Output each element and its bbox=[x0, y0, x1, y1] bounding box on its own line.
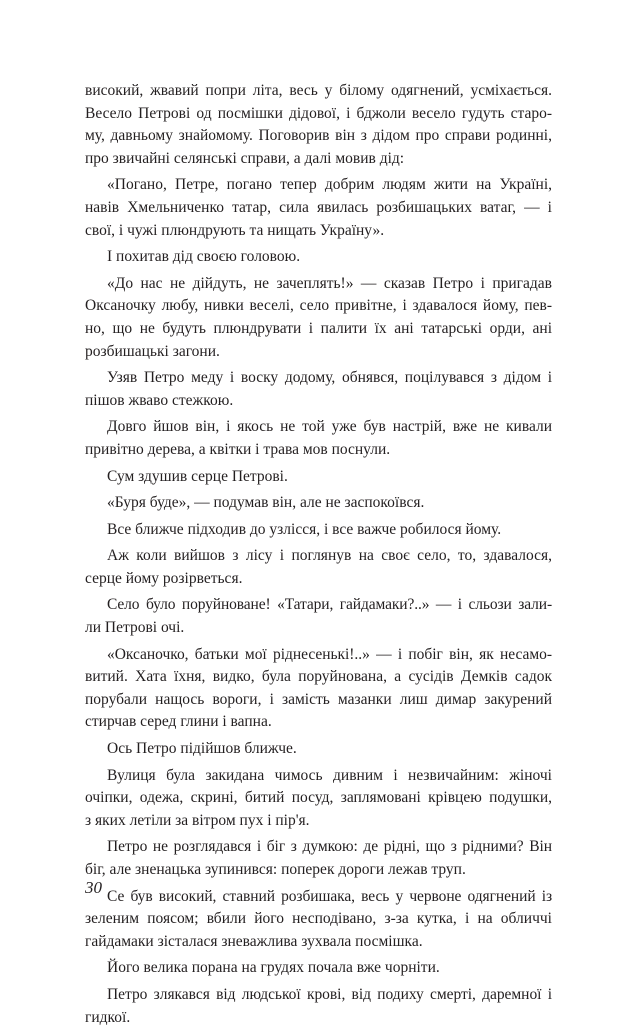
text-line: Аж коли вийшов з лісу і поглянув на своє село, то, здавалося, bbox=[107, 547, 552, 565]
text-line: но, що не будуть плюндрувати і палити їх ані татарські орди, ані bbox=[85, 319, 552, 337]
paragraph bbox=[85, 957, 552, 980]
paragraph bbox=[85, 765, 552, 833]
text-line: про звичайні селянські справи, а далі мовив дід: bbox=[85, 149, 405, 167]
text-line: «Погано, Петре, погано тепер добрим людям жити на Україні, bbox=[107, 176, 552, 194]
paragraph bbox=[85, 594, 552, 639]
text-line: навів Хмельниченко татар, сила явилась розбишацьких ватаг, — і bbox=[85, 198, 552, 216]
paragraph bbox=[85, 545, 552, 590]
text-line: свої, і чужі плюндрують та нищать Україну». bbox=[85, 221, 385, 239]
page-number: 30 bbox=[85, 878, 102, 897]
paragraph bbox=[85, 836, 552, 881]
text-line: Весело Петрові од посмішки дідової, і бджоли весело гудуть старо- bbox=[85, 104, 552, 122]
paragraph bbox=[85, 466, 552, 489]
text-line: Сум здушив серце Петрові. bbox=[107, 467, 288, 485]
text-line: Вулиця була закидана чимось дивним і незвичайним: жіночі bbox=[107, 766, 552, 784]
text-line: розбишацькі загони. bbox=[85, 342, 220, 360]
text-line: ли Петрові очі. bbox=[85, 619, 185, 637]
paragraph bbox=[85, 416, 552, 461]
paragraph bbox=[85, 984, 552, 1029]
text-line: Все ближче підходив до узлісся, і все важче робилося йому. bbox=[107, 520, 502, 538]
text-line: серце йому розірветься. bbox=[85, 569, 243, 587]
paragraph bbox=[85, 273, 552, 363]
paragraph bbox=[85, 80, 552, 170]
text-line: гайдамаки зісталася зневажлива зухвала посмішка. bbox=[85, 932, 423, 950]
text-line: стирчав серед глини і вапна. bbox=[85, 713, 272, 731]
text-line: привітно дерева, а квітки і трава мов поснули. bbox=[85, 440, 391, 458]
paragraph bbox=[85, 738, 552, 761]
text-line: Ось Петро підійшов ближче. bbox=[107, 740, 297, 758]
paragraph bbox=[85, 886, 552, 954]
paragraph bbox=[85, 519, 552, 542]
paragraph bbox=[85, 174, 552, 242]
paragraph bbox=[85, 492, 552, 515]
text-line: витий. Хата їхня, видко, була поруйнована, а сусідів Демків садок bbox=[85, 668, 552, 686]
text-line: «Оксаночко, батьки мої ріднесенькі!..» — і побіг він, як несамо- bbox=[107, 645, 552, 663]
text-line: очіпки, одежа, скрині, битий посуд, заплямовані крівцею подушки, bbox=[85, 789, 552, 807]
text-line: Оксаночку любу, нивки веселі, село привітне, і здавалося йому, пев- bbox=[85, 297, 552, 315]
text-line: зеленим поясом; вбили його несподівано, з-за кутка, і на обличчі bbox=[85, 910, 552, 928]
paragraph bbox=[85, 644, 552, 734]
text-line: Довго йшов він, і якось не той уже був настрій, вже не кивали bbox=[107, 418, 552, 436]
page-body-text bbox=[85, 80, 552, 1033]
text-line: пішов жваво стежкою. bbox=[85, 391, 234, 409]
text-line: Його велика порана на грудях почала вже чорніти. bbox=[107, 959, 440, 977]
text-line: з яких летіли за вітром пух і пір'я. bbox=[85, 811, 310, 829]
text-line: му, давньому знайомому. Поговорив він з дідом про справи родинні, bbox=[85, 127, 552, 145]
text-line: біг, але зненацька зупинився: поперек дороги лежав труп. bbox=[85, 861, 466, 878]
text-line: І похитав дід своєю головою. bbox=[107, 248, 301, 266]
paragraph bbox=[85, 246, 552, 269]
text-line: високий, жвавий попри літа, весь у білому одягнений, усміхається. bbox=[85, 82, 552, 99]
text-line: «До нас не дійдуть, не зачеплять!» — сказав Петро і пригадав bbox=[107, 274, 552, 292]
text-line: порубали нащось вороги, і замість мазанки лиш димар закурений bbox=[85, 690, 552, 708]
paragraph bbox=[85, 367, 552, 412]
text-line: Узяв Петро меду і воску додому, обнявся, поцілувався з дідом і bbox=[107, 369, 552, 387]
text-line: Се був високий, ставний розбишака, весь у червоне одягнений із bbox=[107, 887, 552, 905]
text-line: Село було поруйноване! «Татари, гайдамаки?..» — і сльози зали- bbox=[107, 596, 552, 614]
text-line: гидкої. bbox=[85, 1008, 131, 1026]
text-line: Петро не розглядався і біг з думкою: де рідні, що з рідними? Він bbox=[107, 838, 552, 856]
text-line: Петро злякався від людської крові, від подиху смерті, даремної і bbox=[107, 985, 552, 1003]
text-line: «Буря буде», — подумав він, але не заспокоївся. bbox=[107, 494, 425, 512]
